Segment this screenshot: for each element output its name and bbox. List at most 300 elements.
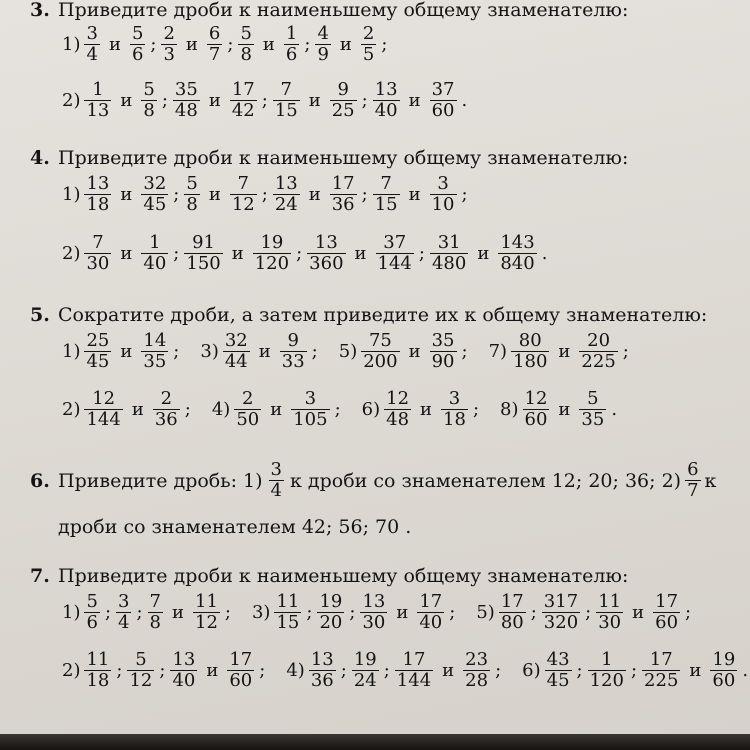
numerator: 13 <box>86 173 110 194</box>
denominator: 30 <box>86 253 110 274</box>
problem-number: 3. <box>30 0 50 21</box>
conjunction: и <box>408 90 421 111</box>
problem-4-title <box>30 147 750 169</box>
numerator: 3 <box>118 591 130 612</box>
numerator: 1 <box>149 232 161 253</box>
numerator: 17 <box>655 591 679 612</box>
fraction <box>84 650 111 691</box>
fraction <box>642 650 680 691</box>
numerator: 13 <box>310 649 334 670</box>
conjunction: и <box>185 34 198 55</box>
denominator: 225 <box>644 670 679 691</box>
denominator: 44 <box>224 351 248 372</box>
item-label: 2) <box>62 90 81 111</box>
fraction <box>84 331 111 372</box>
numerator: 17 <box>500 591 524 612</box>
denominator: 60 <box>655 612 679 633</box>
numerator: 3 <box>270 459 282 480</box>
denominator: 144 <box>396 670 432 691</box>
conjunction: и <box>339 34 352 55</box>
problem-text: Приведите дроби к наименьшему общему знаменателю: <box>58 0 629 21</box>
fraction <box>330 80 357 121</box>
separator: ; <box>261 184 268 205</box>
numerator: 3 <box>437 173 449 194</box>
numerator: 7 <box>380 173 392 194</box>
separator: ; <box>150 34 157 55</box>
fraction <box>173 80 200 121</box>
separator: ; <box>116 660 123 681</box>
denominator: 25 <box>331 100 355 121</box>
denominator: 15 <box>276 612 300 633</box>
conjunction: и <box>308 90 321 111</box>
denominator: 60 <box>229 670 253 691</box>
denominator: 45 <box>546 670 570 691</box>
conjunction: и <box>208 184 221 205</box>
numerator: 12 <box>386 388 410 409</box>
separator: ; <box>340 660 347 681</box>
problem-number: 5. <box>30 304 50 326</box>
item-label: 1) <box>62 341 81 362</box>
fraction <box>395 650 433 691</box>
fraction <box>430 80 457 121</box>
fraction <box>230 174 257 215</box>
fraction <box>274 592 301 633</box>
separator: ; <box>449 602 456 623</box>
fraction <box>430 174 457 215</box>
denominator: 60 <box>712 670 736 691</box>
denominator: 24 <box>274 194 298 215</box>
separator: ; <box>173 184 180 205</box>
numerator: 20 <box>587 330 611 351</box>
denominator: 8 <box>186 194 198 215</box>
denominator: 360 <box>309 253 344 274</box>
item-label: 6) <box>361 399 381 420</box>
item-label: 2) <box>62 243 81 264</box>
problem-number: 7. <box>30 565 50 587</box>
conjunction: и <box>262 34 275 55</box>
denominator: 45 <box>143 194 167 215</box>
numerator: 11 <box>276 591 300 612</box>
fraction <box>184 233 222 274</box>
separator: ; <box>383 660 390 681</box>
fraction <box>588 650 626 691</box>
conjunction: и <box>108 34 121 55</box>
separator: ; <box>227 34 234 55</box>
numerator: 17 <box>231 79 255 100</box>
item-label: 4) <box>211 399 231 420</box>
problem-3-title <box>30 0 750 21</box>
separator: ; <box>136 602 143 623</box>
numerator: 25 <box>86 330 110 351</box>
denominator: 35 <box>143 351 167 372</box>
separator: ; <box>381 34 388 55</box>
fraction <box>511 331 549 372</box>
item-label: 1) <box>62 34 81 55</box>
fraction <box>116 592 131 633</box>
problem-3 <box>30 0 750 21</box>
denominator: 40 <box>374 100 398 121</box>
conjunction: и <box>408 184 421 205</box>
fraction <box>330 174 357 215</box>
separator: ; <box>224 602 231 623</box>
numerator: 11 <box>598 591 622 612</box>
denominator: 6 <box>86 612 98 633</box>
denominator: 144 <box>86 409 121 430</box>
problem-text: Сократите дроби, а затем приведите их к общему знаменателю: <box>58 304 708 326</box>
denominator: 840 <box>500 253 535 274</box>
numerator: 3 <box>86 23 98 44</box>
page-edge <box>0 734 750 750</box>
fraction <box>417 592 444 633</box>
numerator: 5 <box>240 23 252 44</box>
fraction <box>307 233 345 274</box>
item-label: 4) <box>286 660 305 681</box>
item-label: 3) <box>251 602 271 623</box>
fraction <box>130 24 145 65</box>
numerator: 1 <box>92 79 104 100</box>
problem-7 <box>30 565 750 587</box>
conjunction: и <box>396 602 409 623</box>
numerator: 13 <box>274 173 298 194</box>
numerator: 7 <box>149 591 161 612</box>
numerator: 43 <box>546 649 570 670</box>
fraction <box>84 80 111 121</box>
problem-6-continuation: дроби со знаменателем 42; 56; 70 . <box>58 516 412 538</box>
separator: ; <box>104 602 112 623</box>
fraction <box>234 389 261 430</box>
denominator: 13 <box>86 100 110 121</box>
numerator: 3 <box>448 388 461 409</box>
numerator: 37 <box>431 79 455 100</box>
conjunction: и <box>558 399 571 420</box>
fraction <box>84 592 99 633</box>
numerator: 19 <box>353 649 377 670</box>
fraction <box>579 389 606 430</box>
numerator: 17 <box>331 173 355 194</box>
numerator: 80 <box>518 330 542 351</box>
numerator: 75 <box>368 330 392 351</box>
numerator: 14 <box>143 330 167 351</box>
conjunction: и <box>258 341 271 362</box>
item-label: 3) <box>200 341 219 362</box>
separator: ; <box>184 399 191 420</box>
item-label: 7) <box>488 341 508 362</box>
denominator: 35 <box>581 409 605 430</box>
numerator: 19 <box>319 591 343 612</box>
separator: ; <box>461 184 468 205</box>
numerator: 5 <box>143 79 155 100</box>
numerator: 17 <box>649 649 673 670</box>
fraction <box>141 233 168 274</box>
problem-7-title <box>30 565 750 587</box>
separator: ; <box>311 341 318 362</box>
problem-text: Приведите дроби к наименьшему общему знаменателю: <box>58 565 629 587</box>
row-p4r2 <box>62 233 550 274</box>
conjunction: и <box>120 243 133 264</box>
separator: ; <box>261 90 268 111</box>
denominator: 24 <box>353 670 377 691</box>
separator: ; <box>159 660 166 681</box>
denominator: 6 <box>131 44 144 65</box>
fraction <box>141 331 168 372</box>
item-label: 8) <box>500 399 519 420</box>
row-p5r1 <box>62 331 632 372</box>
problem-4 <box>30 147 750 169</box>
conjunction: и <box>206 660 219 681</box>
denominator: 50 <box>236 409 260 430</box>
numerator: 5 <box>131 23 144 44</box>
fraction <box>373 80 400 121</box>
fraction <box>499 592 526 633</box>
denominator: 18 <box>443 409 466 430</box>
separator: . <box>611 399 618 420</box>
separator: ; <box>161 90 168 111</box>
separator: . <box>541 243 548 264</box>
problem-5 <box>30 304 750 326</box>
fraction <box>545 650 572 691</box>
separator: ; <box>472 399 480 420</box>
numerator: 2 <box>160 388 173 409</box>
problem-text-start: Приведите дробь: 1) <box>58 469 263 492</box>
fraction <box>153 389 180 430</box>
denominator: 5 <box>362 44 375 65</box>
separator: ; <box>630 660 638 681</box>
fraction <box>315 24 330 65</box>
denominator: 80 <box>500 612 524 633</box>
numerator: 143 <box>500 232 535 253</box>
problem-text: Приведите дроби к наименьшему общему знаменателю: <box>58 147 629 169</box>
numerator: 317 <box>543 591 579 612</box>
numerator: 5 <box>86 591 98 612</box>
denominator: 40 <box>419 612 443 633</box>
denominator: 180 <box>513 351 548 372</box>
numerator: 12 <box>92 388 116 409</box>
row-p5r2 <box>62 389 620 430</box>
numerator: 11 <box>195 591 218 612</box>
denominator: 30 <box>598 612 622 633</box>
fraction <box>685 460 700 501</box>
fraction <box>227 650 254 691</box>
fraction <box>542 592 580 633</box>
separator: ; <box>173 243 180 264</box>
denominator: 12 <box>231 194 255 215</box>
row-p4r1 <box>62 174 471 215</box>
denominator: 18 <box>86 670 110 691</box>
denominator: 10 <box>431 194 455 215</box>
denominator: 105 <box>293 409 328 430</box>
conjunction: и <box>120 90 133 111</box>
fraction <box>653 592 680 633</box>
numerator: 37 <box>383 232 407 253</box>
numerator: 5 <box>135 649 147 670</box>
conjunction: и <box>420 399 433 420</box>
fraction <box>280 331 307 372</box>
numerator: 7 <box>280 79 292 100</box>
problem-6 <box>30 460 750 501</box>
separator: ; <box>530 602 537 623</box>
denominator: 30 <box>362 612 386 633</box>
numerator: 17 <box>419 591 443 612</box>
fraction <box>291 389 329 430</box>
fraction <box>430 233 468 274</box>
numerator: 19 <box>260 232 284 253</box>
fraction <box>441 389 468 430</box>
separator: ; <box>304 34 311 55</box>
separator: ; <box>361 90 368 111</box>
numerator: 1 <box>601 649 613 670</box>
fraction <box>430 331 457 372</box>
denominator: 48 <box>174 100 198 121</box>
fraction <box>317 592 344 633</box>
numerator: 4 <box>317 23 329 44</box>
numerator: 32 <box>224 330 248 351</box>
numerator: 13 <box>362 591 386 612</box>
numerator: 1 <box>285 23 298 44</box>
numerator: 2 <box>163 23 175 44</box>
separator: ; <box>495 660 502 681</box>
separator: ; <box>334 399 341 420</box>
conjunction: и <box>442 660 455 681</box>
fraction <box>148 592 163 633</box>
separator: ; <box>361 184 368 205</box>
denominator: 40 <box>172 670 196 691</box>
separator: . <box>742 660 749 681</box>
numerator: 5 <box>186 173 198 194</box>
denominator: 8 <box>149 612 161 633</box>
separator: ; <box>306 602 313 623</box>
denominator: 3 <box>163 44 175 65</box>
numerator: 13 <box>374 79 398 100</box>
numerator: 17 <box>402 649 426 670</box>
fraction <box>360 592 387 633</box>
denominator: 36 <box>331 194 355 215</box>
fraction <box>141 174 168 215</box>
problem-number: 4. <box>30 147 50 169</box>
denominator: 60 <box>431 100 455 121</box>
row-p3r1 <box>62 24 390 65</box>
denominator: 7 <box>687 480 699 501</box>
conjunction: и <box>477 243 490 264</box>
fraction <box>373 174 400 215</box>
separator: ; <box>349 602 356 623</box>
denominator: 42 <box>231 100 255 121</box>
numerator: 9 <box>287 330 299 351</box>
numerator: 17 <box>229 649 253 670</box>
denominator: 8 <box>240 44 252 65</box>
denominator: 8 <box>143 100 155 121</box>
denominator: 40 <box>143 253 167 274</box>
separator: ; <box>461 341 468 362</box>
separator: ; <box>296 243 303 264</box>
conjunction: и <box>172 602 184 623</box>
fraction <box>376 233 414 274</box>
fraction <box>223 331 250 372</box>
numerator: 13 <box>314 232 338 253</box>
denominator: 225 <box>581 351 616 372</box>
conjunction: и <box>270 399 283 420</box>
numerator: 3 <box>304 388 317 409</box>
numerator: 6 <box>687 459 699 480</box>
separator: . <box>461 90 468 111</box>
numerator: 35 <box>174 79 198 100</box>
fraction <box>309 650 336 691</box>
separator: ; <box>685 602 692 623</box>
numerator: 32 <box>143 173 167 194</box>
denominator: 200 <box>363 351 398 372</box>
separator: ; <box>576 660 583 681</box>
conjunction: и <box>120 341 133 362</box>
fraction <box>361 24 376 65</box>
denominator: 4 <box>86 44 98 65</box>
row-p7r1 <box>62 592 694 633</box>
fraction <box>273 80 300 121</box>
denominator: 320 <box>543 612 579 633</box>
denominator: 15 <box>374 194 398 215</box>
conjunction: и <box>689 660 702 681</box>
conjunction: и <box>558 341 571 362</box>
numerator: 5 <box>587 388 599 409</box>
separator: ; <box>173 341 180 362</box>
separator: ; <box>418 243 425 264</box>
fraction <box>498 233 536 274</box>
fraction <box>84 174 111 215</box>
fraction <box>269 460 284 501</box>
numerator: 31 <box>437 232 461 253</box>
denominator: 120 <box>254 253 290 274</box>
conjunction: и <box>131 399 144 420</box>
numerator: 11 <box>86 649 110 670</box>
denominator: 120 <box>589 670 624 691</box>
fraction <box>523 389 550 430</box>
denominator: 60 <box>524 409 548 430</box>
fraction <box>579 331 617 372</box>
fraction <box>127 650 154 691</box>
separator: ; <box>622 341 629 362</box>
numerator: 23 <box>465 649 489 670</box>
fraction <box>238 24 253 65</box>
conjunction: и <box>120 184 133 205</box>
problem-6-title <box>30 460 750 501</box>
fraction <box>352 650 379 691</box>
denominator: 480 <box>431 253 467 274</box>
denominator: 7 <box>208 44 221 65</box>
conjunction: и <box>408 341 421 362</box>
numerator: 7 <box>237 173 249 194</box>
fraction <box>170 650 197 691</box>
numerator: 7 <box>92 232 104 253</box>
fraction <box>207 24 222 65</box>
numerator: 91 <box>192 232 215 253</box>
fraction <box>361 331 399 372</box>
denominator: 144 <box>377 253 412 274</box>
fraction <box>193 592 220 633</box>
conjunction: и <box>632 602 645 623</box>
item-label: 6) <box>522 660 541 681</box>
denominator: 48 <box>386 409 410 430</box>
item-label: 1) <box>62 602 81 623</box>
numerator: 2 <box>242 388 254 409</box>
row-p3r2 <box>62 80 470 121</box>
cut-word: к <box>704 469 717 492</box>
problem-5-title <box>30 304 750 326</box>
problem-text-middle: к дроби со знаменателем 12; 20; 36; 2) <box>289 469 682 492</box>
denominator: 150 <box>186 253 221 274</box>
denominator: 36 <box>154 409 178 430</box>
numerator: 35 <box>431 330 455 351</box>
numerator: 2 <box>362 23 375 44</box>
denominator: 4 <box>118 612 130 633</box>
numerator: 13 <box>172 649 196 670</box>
